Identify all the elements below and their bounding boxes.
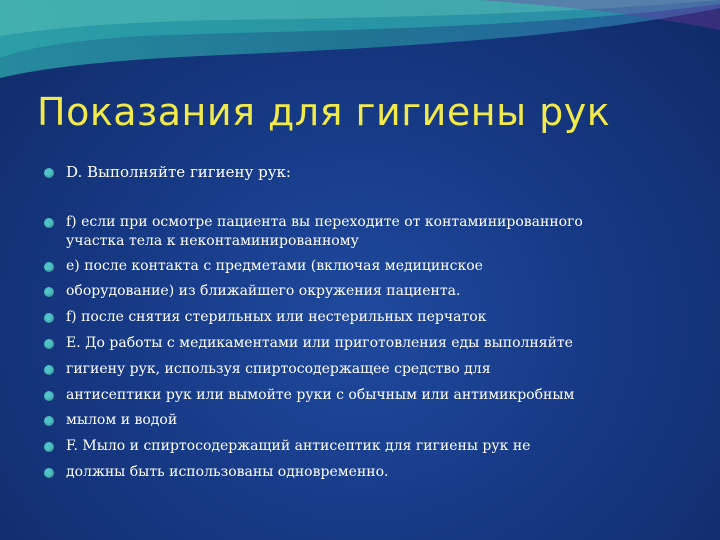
bullet-item — [44, 357, 684, 383]
bullet-icon — [44, 287, 54, 297]
bullet-text: f) после снятия стерильных или нестерильных перчаток — [66, 309, 487, 326]
bullet-icon — [44, 262, 54, 272]
bullet-item — [44, 254, 684, 280]
bullet-item — [44, 331, 684, 357]
bullet-item — [44, 434, 684, 460]
bullet-icon — [44, 391, 54, 401]
bullet-list — [44, 160, 684, 486]
bullet-item — [44, 305, 684, 331]
bullet-text: гигиену рук, используя спиртосодержащее средство для — [66, 360, 491, 377]
bullet-text: f) если при осмотре пациента вы переходите от контаминированного — [66, 213, 583, 230]
bullet-item — [44, 210, 684, 250]
bullet-text: оборудование) из ближайшего окружения пациента. — [66, 283, 461, 300]
bullet-icon — [44, 365, 54, 375]
bullet-text: e) после контакта с предметами (включая медицинское — [66, 257, 483, 274]
bullet-text: F. Мыло и спиртосодержащий антисептик для гигиены рук не — [66, 438, 531, 455]
bullet-item — [44, 408, 684, 434]
bullet-item — [44, 160, 684, 186]
bullet-icon — [44, 313, 54, 323]
bullet-icon — [44, 468, 54, 478]
bullet-text: мылом и водой — [66, 412, 178, 429]
bullet-text: должны быть использованы одновременно. — [66, 463, 389, 480]
bullet-item — [44, 460, 684, 486]
bullet-icon — [44, 442, 54, 452]
wave-decoration — [0, 0, 720, 80]
bullet-icon — [44, 218, 54, 228]
bullet-item — [44, 279, 684, 305]
bullet-text: антисептики рук или вымойте руки с обычным или антимикробным — [66, 386, 575, 403]
slide-title: Показания для гигиены рук — [37, 90, 611, 134]
bullet-text: E. До работы с медикаментами или приготовления еды выполняйте — [66, 334, 573, 351]
bullet-text-continuation: участка тела к неконтаминированному — [66, 232, 359, 249]
decorative-top-band — [0, 0, 720, 80]
bullet-icon — [44, 416, 54, 426]
bullet-icon — [44, 168, 54, 178]
bullet-text: D. Выполняйте гигиену рук: — [66, 163, 291, 181]
bullet-icon — [44, 339, 54, 349]
bullet-item — [44, 383, 684, 409]
